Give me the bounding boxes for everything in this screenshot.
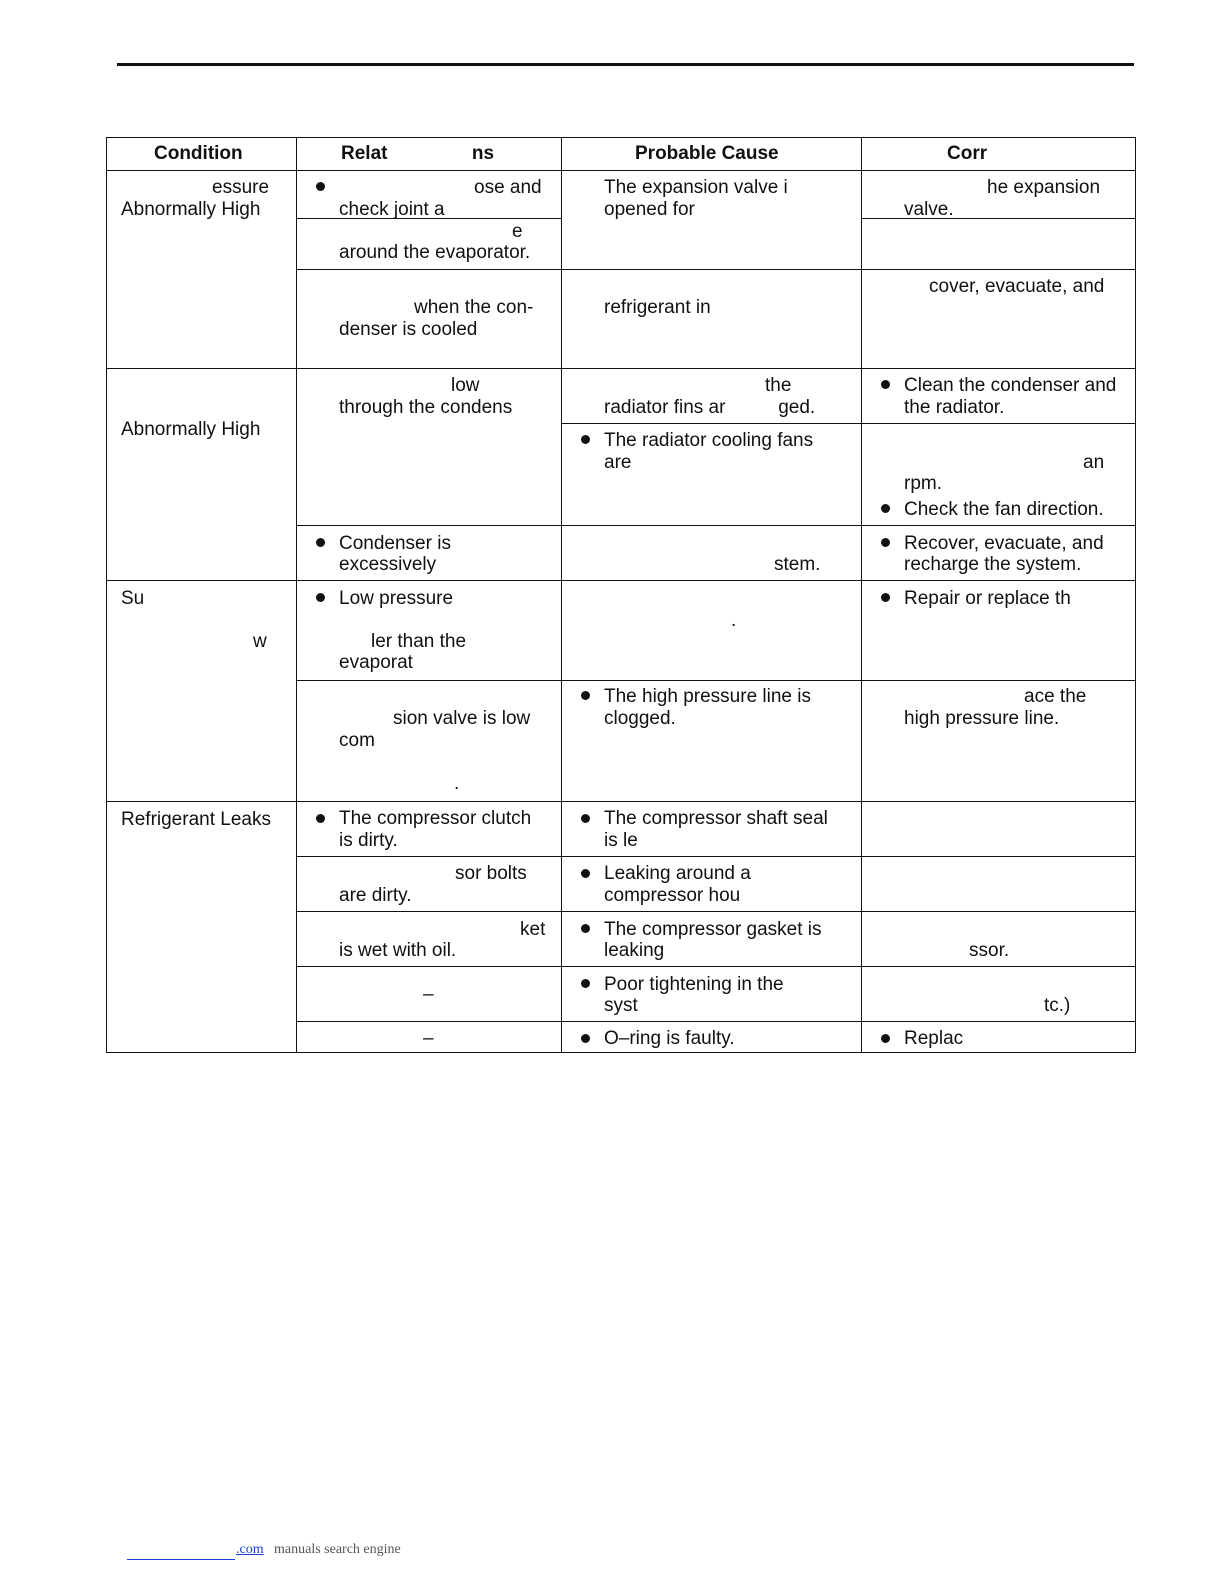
subrow-separator [296, 856, 1136, 857]
related-symptom-text: The compressor clutch [339, 808, 532, 829]
table-border-right [1135, 137, 1136, 1053]
related-symptom-text: low [451, 375, 480, 396]
probable-cause-text: O–ring is faulty. [604, 1028, 735, 1049]
header-rule [106, 170, 1136, 171]
bullet-icon [581, 1034, 590, 1043]
correction-text: rpm. [904, 473, 942, 494]
probable-cause-text: The radiator cooling fans [604, 430, 814, 451]
correction-text: he expansion [987, 177, 1101, 198]
table-border-top [106, 137, 1136, 138]
correction-text: tc.) [1044, 995, 1071, 1016]
related-symptom-text: denser is cooled [339, 319, 478, 340]
probable-cause-text: The compressor shaft seal [604, 808, 828, 829]
related-symptom-text: ket [520, 919, 546, 940]
condition-text: Abnormally High [121, 199, 261, 220]
bullet-icon [581, 691, 590, 700]
correction-text: cover, evacuate, and [929, 276, 1105, 297]
bullet-icon [881, 504, 890, 513]
bullet-icon [316, 182, 325, 191]
probable-cause-text: refrigerant in [604, 297, 711, 318]
related-symptom-text: check joint a [339, 199, 445, 220]
bullet-icon [581, 869, 590, 878]
bullet-icon [581, 924, 590, 933]
correction-text: ssor. [969, 940, 1010, 961]
probable-cause-text: Leaking around a [604, 863, 751, 884]
bullet-icon [581, 979, 590, 988]
bullet-icon [316, 814, 325, 823]
subrow-separator [296, 911, 1136, 912]
bullet-icon [316, 538, 325, 547]
correction-text: Clean the condenser and [904, 375, 1117, 396]
footer-link[interactable]: .com [236, 1542, 264, 1557]
related-symptom-text: is dirty. [339, 830, 398, 851]
related-symptom-text: e [512, 221, 523, 242]
related-symptom-text: is wet with oil. [339, 940, 457, 961]
subrow-separator [296, 680, 1136, 681]
bullet-icon [881, 1034, 890, 1043]
related-symptom-text: com [339, 730, 375, 751]
related-symptom-text: sor bolts [455, 863, 527, 884]
header-condition: Condition [154, 143, 243, 164]
probable-cause-text: The high pressure line is [604, 686, 811, 707]
probable-cause-text: the [765, 375, 792, 396]
subrow-separator [296, 269, 1136, 270]
bullet-icon [881, 538, 890, 547]
probable-cause-text: is le [604, 830, 638, 851]
row-separator [106, 580, 1136, 581]
condition-text: essure [212, 177, 270, 198]
related-symptom-text: excessively [339, 554, 437, 575]
related-symptom-text: through the condens [339, 397, 513, 418]
correction-text: valve. [904, 199, 954, 220]
related-symptom-text: ler than the [371, 631, 467, 652]
row-separator [106, 368, 1136, 369]
subrow-separator [561, 423, 1136, 424]
column-divider-3 [861, 137, 862, 1053]
footer-link-underline [127, 1559, 235, 1560]
bullet-icon [881, 593, 890, 602]
bullet-icon [581, 814, 590, 823]
header-related-symptoms: Relat ns [341, 143, 495, 164]
footer-text: manuals search engine [274, 1542, 401, 1557]
column-divider-1 [296, 137, 297, 1053]
correction-text: the radiator. [904, 397, 1005, 418]
related-symptom-text: Condenser is [339, 533, 451, 554]
probable-cause-text: leaking [604, 940, 665, 961]
related-symptom-text: around the evaporator. [339, 242, 531, 263]
correction-text: ace the [1024, 686, 1087, 707]
related-symptom-text: – [423, 1028, 434, 1049]
probable-cause-text: The expansion valve i [604, 177, 788, 198]
probable-cause-text: The compressor gasket is [604, 919, 822, 940]
related-symptom-text: ose and [474, 177, 542, 198]
subrow-separator [296, 966, 1136, 967]
related-symptom-text: sion valve is low [393, 708, 531, 729]
condition-text: Su [121, 588, 145, 609]
column-divider-2 [561, 137, 562, 1053]
bullet-icon [881, 380, 890, 389]
correction-text: Recover, evacuate, and [904, 533, 1104, 554]
related-symptom-text: evaporat [339, 652, 413, 673]
subrow-separator [296, 525, 1136, 526]
header-probable-cause: Probable Cause [635, 143, 779, 164]
correction-text: an [1083, 452, 1105, 473]
probable-cause-text: syst [604, 995, 638, 1016]
probable-cause-text: compressor hou [604, 885, 741, 906]
table-border-left [106, 137, 107, 1053]
subrow-separator [296, 1021, 1136, 1022]
correction-text: Repair or replace th [904, 588, 1071, 609]
probable-cause-text: Poor tightening in the [604, 974, 784, 995]
correction-text: recharge the system. [904, 554, 1082, 575]
probable-cause-text: radiator fins ar ged. [604, 397, 816, 418]
related-symptom-text: – [423, 984, 434, 1005]
related-symptom-text: Low pressure [339, 588, 454, 609]
related-symptom-text: when the con- [414, 297, 534, 318]
bullet-icon [581, 435, 590, 444]
probable-cause-text: stem. [774, 554, 821, 575]
bullet-icon [316, 593, 325, 602]
header-correction: Corr [947, 143, 988, 164]
related-symptom-text: . [454, 773, 460, 794]
correction-text: Check the fan direction. [904, 499, 1104, 520]
probable-cause-text: are [604, 452, 632, 473]
probable-cause-text: opened for [604, 199, 695, 220]
probable-cause-text: . [731, 610, 737, 631]
correction-text: Replac [904, 1028, 964, 1049]
related-symptom-text: are dirty. [339, 885, 412, 906]
correction-text: high pressure line. [904, 708, 1060, 729]
subrow-separator [861, 218, 1136, 219]
condition-text: Abnormally High [121, 419, 261, 440]
condition-text: Refrigerant Leaks [121, 809, 271, 830]
condition-text: w [253, 631, 267, 652]
table-border-bottom [106, 1052, 1136, 1053]
row-separator [106, 801, 1136, 802]
probable-cause-text: clogged. [604, 708, 676, 729]
